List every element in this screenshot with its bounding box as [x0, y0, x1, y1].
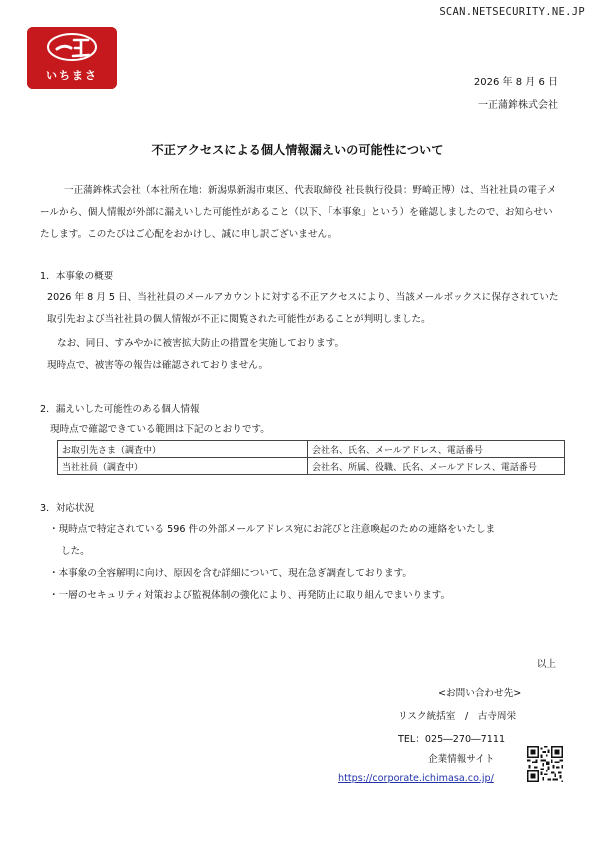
section2-lead: 現時点で確認できている範囲は下記のとおりです。 — [50, 424, 270, 435]
contact-dept: リスク統括室 / 古寺周栄 — [398, 711, 517, 722]
corporate-site-label: 企業情報サイト — [428, 754, 495, 765]
company-logo — [27, 27, 117, 89]
personal-info-table — [57, 440, 565, 475]
logo-kana: いちまさ — [46, 69, 98, 82]
intro-text: 一正蒲鉾株式会社（本社所在地：新潟県新潟市東区、代表取締役 社長執行役員：野崎正博）は、当社社員の電子メールから、個人情報が外部に漏えいした可能性があること（以下、「本事象」という）を確認しましたので、お知らせいたします。このたびはご心配をおかけし、誠に申し訳ございません。 — [40, 185, 557, 240]
table-cell-items: 会社名、氏名、メールアドレス、電話番号 — [308, 441, 565, 458]
issuer-company: 一正蒲鉾株式会社 — [478, 100, 558, 111]
intro-paragraph — [40, 180, 562, 246]
section3-bullet1-line1: ・現時点で特定されている 596 件の外部メールアドレス宛にお詫びと注意喚起のための連絡をいたしま — [49, 524, 496, 535]
contact-heading: <お問い合わせ先> — [438, 688, 522, 699]
issue-date: 2026 年 8 月 6 日 — [473, 77, 558, 88]
corporate-site-link[interactable]: https://corporate.ichimasa.co.jp/ — [338, 773, 494, 784]
section3-bullet3: ・一層のセキュリティ対策および監視体制の強化により、再発防止に取り組んでまいります。 — [49, 590, 451, 601]
table-cell-items: 会社名、所属、役職、氏名、メールアドレス、電話番号 — [308, 458, 565, 475]
section1-paragraph1 — [47, 287, 567, 331]
section3-heading: 3．対応状況 — [40, 503, 95, 514]
section3-bullet1-line2: した。 — [61, 546, 90, 557]
watermark-text: SCAN.NETSECURITY.NE.JP — [439, 6, 585, 18]
table-cell-target: お取引先さま（調査中） — [58, 441, 308, 458]
section1-heading: 1．本事象の概要 — [40, 271, 114, 282]
section1-paragraph2: なお、同日、すみやかに被害拡大防止の措置を実施しております。 — [57, 338, 345, 349]
section1-p1-text: 2026 年 8 月 5 日、当社社員のメールアカウントに対する不正アクセスにより、当該メールボックスに保存されていた取引先および当社社員の個人情報が不正に閲覧された可能性があることが判明しました。 — [47, 292, 559, 325]
page-title: 不正アクセスによる個人情報漏えいの可能性について — [151, 143, 444, 157]
section1-paragraph3: 現時点で、被害等の報告は確認されておりません。 — [47, 360, 269, 371]
section2-heading: 2．漏えいした可能性のある個人情報 — [40, 404, 200, 415]
qr-code-icon — [527, 746, 563, 782]
table-row — [58, 441, 565, 458]
table-row — [58, 458, 565, 475]
section3-bullet2: ・本事象の全容解明に向け、原因を含む詳細について、現在急ぎ調査しております。 — [49, 568, 413, 579]
contact-tel: TEL：025―270―7111 — [398, 734, 506, 745]
table-cell-target: 当社社員（調査中） — [58, 458, 308, 475]
closing-mark: 以上 — [536, 659, 556, 670]
